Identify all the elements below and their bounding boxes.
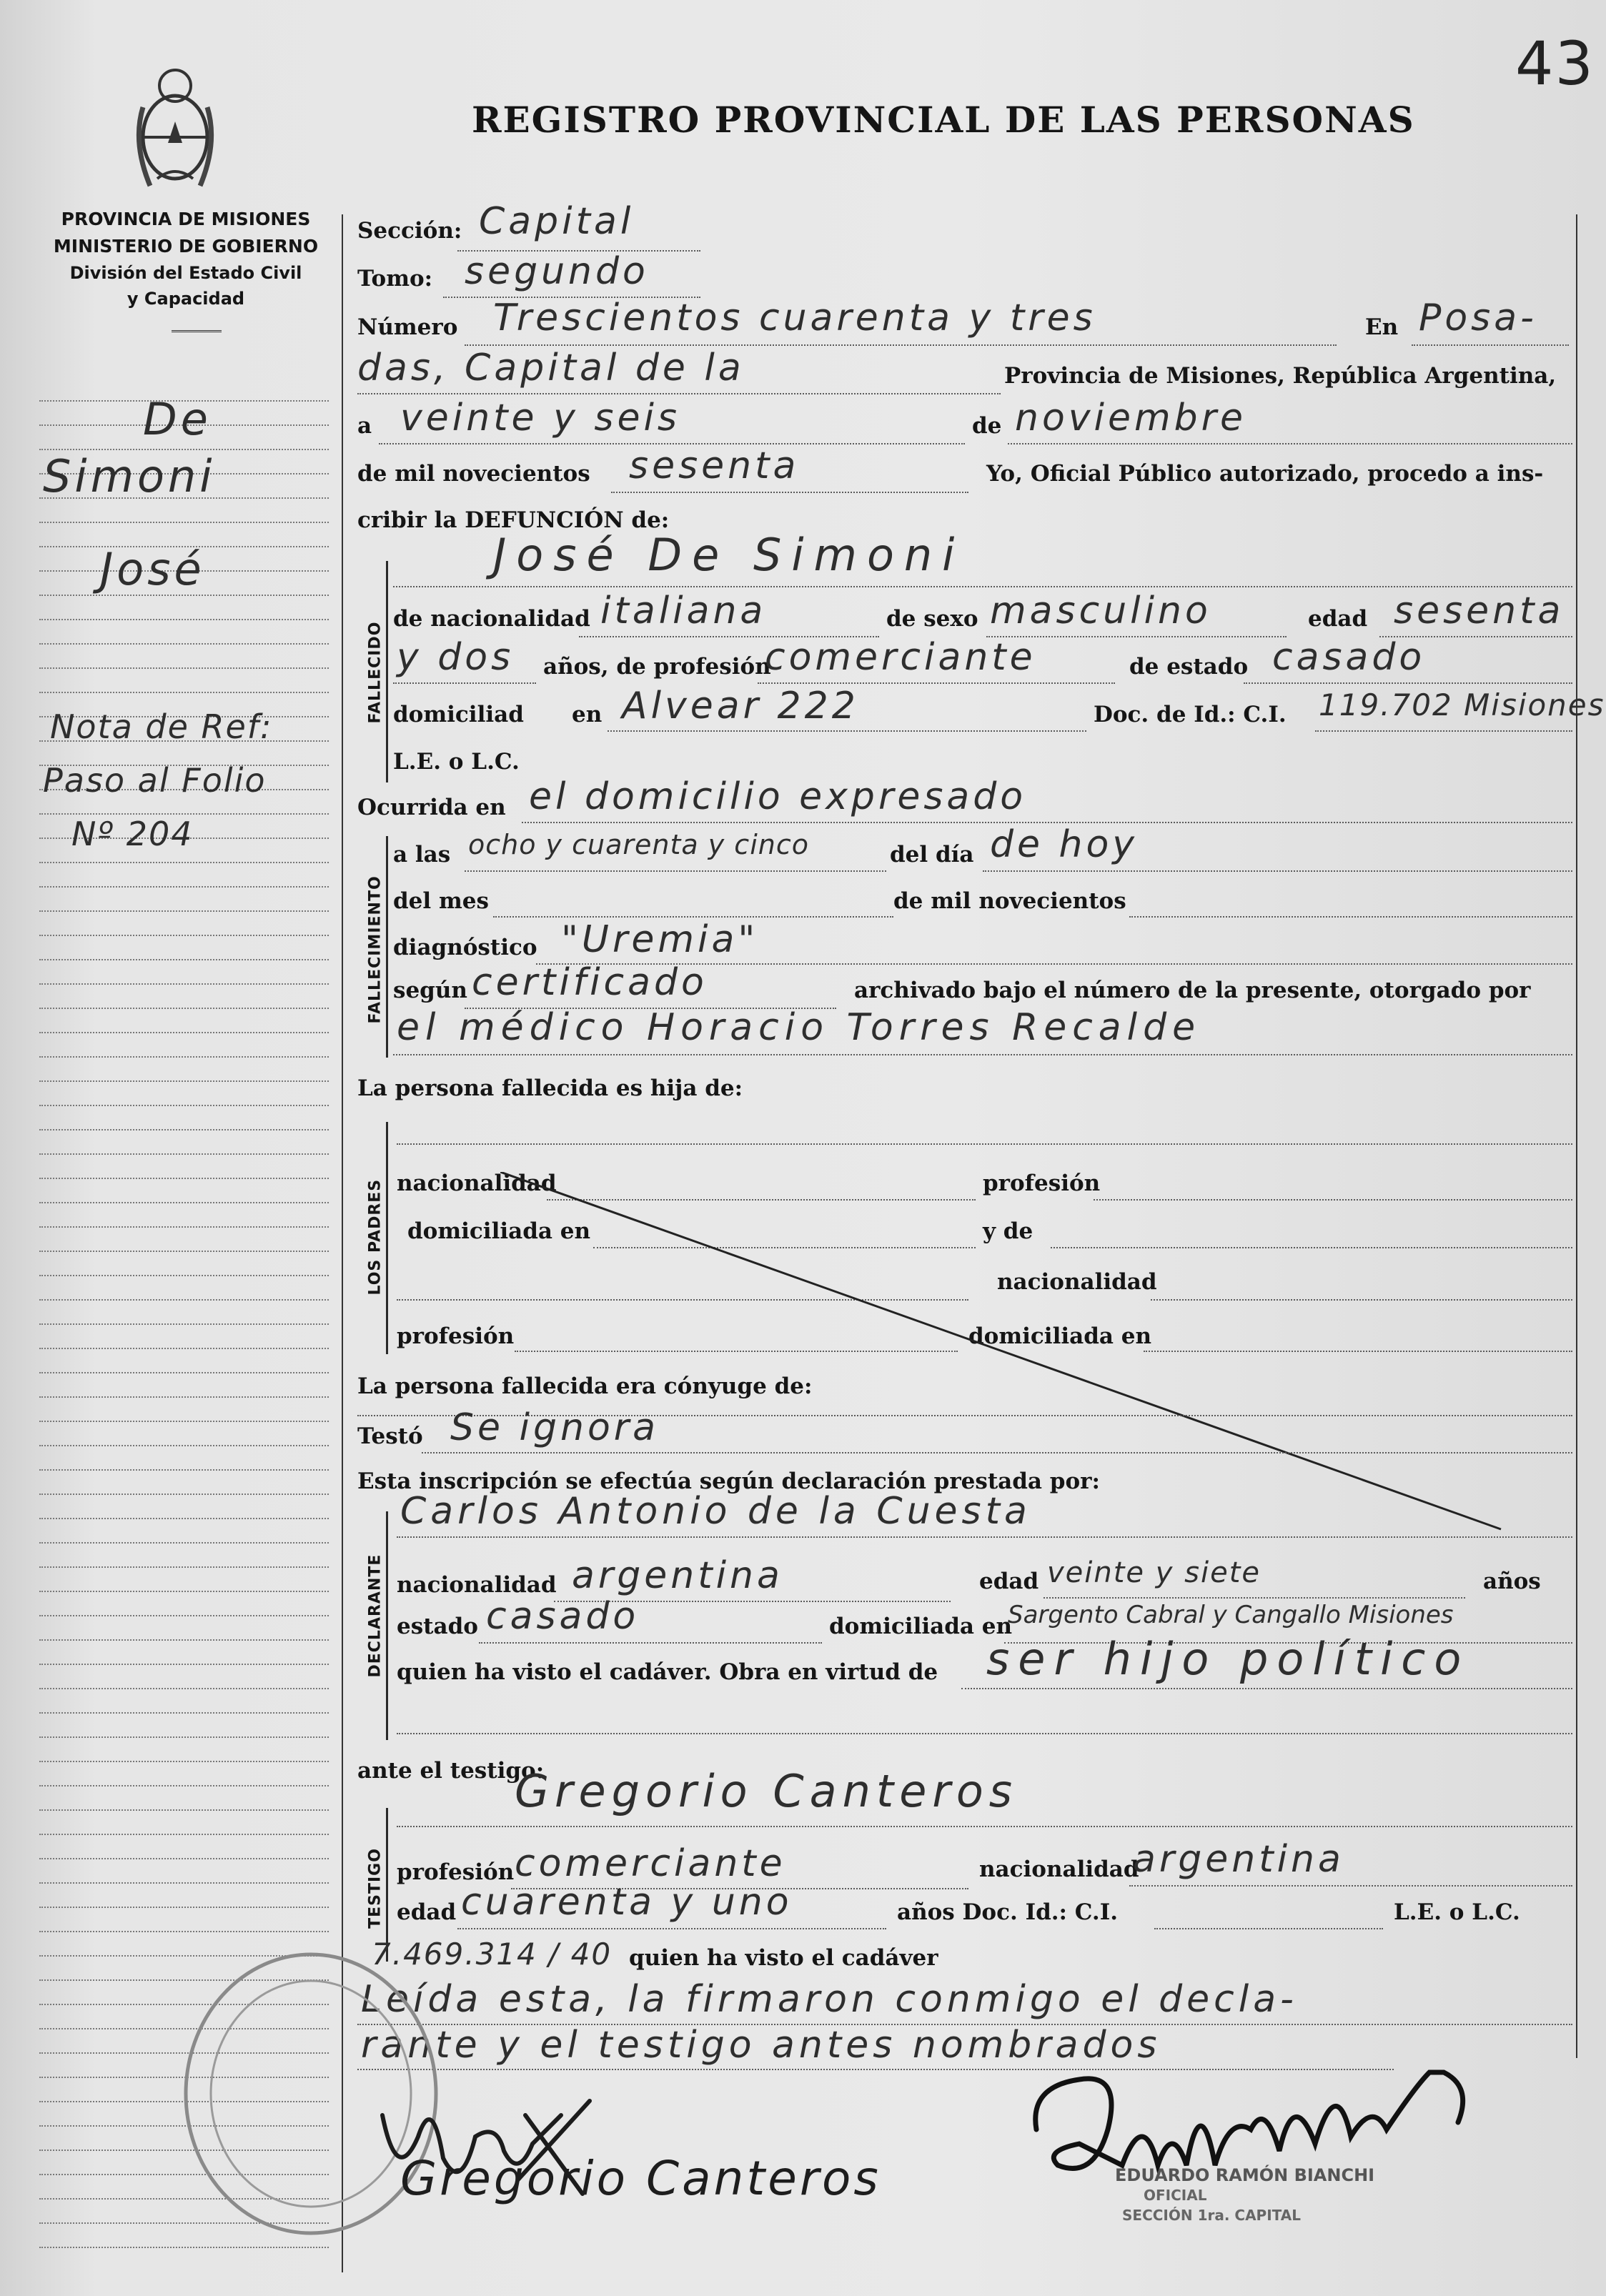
label-provincia: Provincia de Misiones, República Argentina, — [1004, 363, 1557, 389]
margin-ruled-line — [39, 2247, 329, 2248]
line-en — [1412, 344, 1569, 346]
line-anio-2 — [1129, 916, 1572, 918]
line-anio — [611, 492, 968, 493]
margin-ruled-line — [39, 1469, 329, 1471]
label-domiciliada-padre: domiciliada en — [407, 1218, 591, 1244]
label-ocurrida: Ocurrida en — [357, 795, 506, 820]
label-conyuge: La persona fallecida era cónyuge de: — [357, 1373, 813, 1399]
value-dia: veinte y seis — [400, 397, 681, 439]
margin-given-name: José — [100, 543, 205, 595]
margin-ruled-line — [39, 1809, 329, 1811]
label-edad-testigo: edad — [397, 1899, 457, 1925]
value-domicilio-declarante: Sargento Cabral y Cangallo Misiones — [1008, 1601, 1454, 1629]
label-numero: Número — [357, 314, 458, 340]
margin-ruled-line — [39, 1008, 329, 1009]
label-anos-doc: años Doc. Id.: C.I. — [897, 1899, 1118, 1925]
label-nacionalidad-fallecido: de nacionalidad — [393, 606, 590, 632]
official-stamp-section: SECCIÓN 1ra. CAPITAL — [1122, 2207, 1301, 2224]
line-mes — [1008, 443, 1572, 444]
label-declaracion: Esta inscripción se efectúa según declaración prestada por: — [357, 1468, 1100, 1494]
margin-ruled-line — [39, 1615, 329, 1616]
line-dia-hoy — [983, 870, 1572, 872]
value-doc-testigo: 7.469.314 / 40 — [372, 1937, 613, 1972]
margin-ruled-line — [39, 1129, 329, 1130]
margin-ruled-line — [39, 983, 329, 985]
value-estado: casado — [1272, 636, 1426, 679]
line-doc-testigo — [1154, 1928, 1383, 1929]
margin-ruled-line — [39, 1348, 329, 1349]
label-a: a — [357, 413, 372, 439]
label-profesion-testigo: profesión — [397, 1859, 515, 1885]
margin-ruled-line — [39, 1931, 329, 1932]
margin-ruled-line — [39, 1275, 329, 1276]
value-nacionalidad-testigo: argentina — [1133, 1838, 1344, 1881]
value-cierre-2: rante y el testigo antes nombrados — [361, 2024, 1161, 2067]
section-fallecimiento: FALLECIMIENTO — [366, 875, 385, 1024]
margin-ruled-line — [39, 1858, 329, 1859]
label-anos-declarante: años — [1483, 1569, 1541, 1594]
value-nacionalidad-fallecido: italiana — [600, 590, 767, 632]
value-anio: sesenta — [629, 444, 800, 487]
line-nombre — [393, 586, 1572, 587]
line-hora — [465, 870, 886, 872]
value-diagnostico: "Uremia" — [561, 918, 759, 961]
label-estado: de estado — [1129, 654, 1249, 680]
section-declarante: DECLARANTE — [366, 1554, 385, 1678]
margin-ruled-line — [39, 1785, 329, 1786]
label-segun: según — [393, 978, 467, 1003]
value-domicilio: Alvear 222 — [622, 685, 859, 727]
line-numero — [465, 344, 1337, 346]
value-estado-declarante: casado — [486, 1595, 640, 1638]
line-domicilio — [608, 730, 1086, 732]
line-edad2 — [393, 682, 536, 684]
label-domiciliada-madre: domiciliada en — [968, 1323, 1152, 1349]
margin-ruled-line — [39, 1688, 329, 1689]
value-sexo: masculino — [990, 590, 1211, 632]
label-a-las: a las — [393, 842, 451, 868]
value-edad2: y dos — [397, 636, 515, 679]
margin-ruled-line — [39, 1032, 329, 1033]
margin-ruled-line — [39, 1421, 329, 1422]
value-medico: el médico Horacio Torres Recalde — [397, 1006, 1201, 1049]
margin-ruled-line — [39, 1834, 329, 1835]
value-nombre: José De Simoni — [493, 529, 965, 581]
margin-ruled-line — [39, 1566, 329, 1568]
label-hija-de: La persona fallecida es hija de: — [357, 1075, 743, 1101]
label-quien-cadaver: quien ha visto el cadáver. Obra en virtud de — [397, 1659, 938, 1685]
value-nacionalidad-declarante: argentina — [572, 1554, 783, 1597]
value-edad-testigo: cuarenta y uno — [461, 1881, 793, 1924]
margin-ruled-line — [39, 1105, 329, 1106]
label-doc-id: Doc. de Id.: C.I. — [1094, 702, 1287, 727]
margin-ruled-line — [39, 1591, 329, 1592]
label-domiciliada-declarante: domiciliada en — [829, 1614, 1013, 1639]
label-archivado: archivado bajo el número de la presente, otorgado por — [854, 978, 1531, 1003]
fallecimiento-bar — [386, 836, 388, 1058]
margin-note-ref: Nota de Ref: — [50, 707, 273, 746]
margin-ruled-line — [39, 1736, 329, 1738]
org-line-1: PROVINCIA DE MISIONES — [61, 209, 311, 229]
line-testo — [422, 1452, 1572, 1453]
line-edad-testigo — [457, 1928, 886, 1929]
line-estado — [1244, 682, 1572, 684]
line-declarante-extra — [397, 1733, 1572, 1734]
line-medico — [393, 1054, 1572, 1055]
label-del-mes: del mes — [393, 888, 489, 914]
margin-ruled-line — [39, 1226, 329, 1228]
value-hora: ocho y cuarenta y cinco — [468, 829, 809, 860]
value-mes: noviembre — [1015, 397, 1247, 439]
margin-ruled-line — [39, 1712, 329, 1714]
line-estado-declarante — [479, 1642, 822, 1644]
margin-ruled-line — [39, 619, 329, 620]
label-inscribir: cribir la DEFUNCIÓN de: — [357, 507, 670, 533]
margin-ruled-line — [39, 522, 329, 523]
label-nacionalidad-testigo: nacionalidad — [979, 1857, 1139, 1882]
value-obra: ser hijo político — [986, 1633, 1470, 1685]
value-lugar: das, Capital de la — [357, 347, 745, 389]
margin-ruled-line — [39, 1396, 329, 1398]
line-padre-nombre — [397, 1143, 1572, 1145]
value-tomo: segundo — [465, 250, 649, 293]
label-yo-oficial: Yo, Oficial Público autorizado, procedo a ins- — [986, 461, 1544, 487]
line-obra — [961, 1688, 1572, 1689]
label-y-de: y de — [983, 1218, 1034, 1244]
value-declarante: Carlos Antonio de la Cuesta — [400, 1490, 1031, 1533]
value-dia-hoy: de hoy — [990, 823, 1139, 866]
margin-ruled-line — [39, 692, 329, 693]
label-le-lc-testigo: L.E. o L.C. — [1394, 1899, 1520, 1925]
value-en-lugar: Posa- — [1419, 297, 1537, 339]
label-estado-declarante: estado — [397, 1614, 478, 1639]
margin-ruled-line — [39, 1761, 329, 1762]
margin-ruled-line — [39, 1639, 329, 1641]
label-tomo: Tomo: — [357, 266, 433, 292]
label-de-mil-2: de mil novecientos — [893, 888, 1126, 914]
org-line-2: MINISTERIO DE GOBIERNO — [53, 236, 319, 257]
value-profesion-testigo: comerciante — [515, 1842, 786, 1885]
org-divider — [172, 330, 222, 332]
declarante-bar — [386, 1511, 388, 1740]
margin-ruled-line — [39, 935, 329, 936]
official-stamp-role: OFICIAL — [1144, 2187, 1207, 2204]
label-testo: Testó — [357, 1423, 423, 1449]
label-nacionalidad-madre: nacionalidad — [997, 1269, 1157, 1295]
margin-ruled-line — [39, 643, 329, 645]
label-domiciliad: domiciliad — [393, 702, 524, 727]
org-line-4: y Capacidad — [127, 289, 245, 309]
margin-ruled-line — [39, 1494, 329, 1495]
label-sexo: de sexo — [886, 606, 978, 632]
margin-ruled-line — [39, 1907, 329, 1908]
margin-surname-2: Simoni — [43, 450, 216, 502]
margin-ruled-line — [39, 1056, 329, 1058]
line-del-mes — [493, 916, 893, 918]
label-en: En — [1365, 314, 1399, 340]
label-nacionalidad-declarante: nacionalidad — [397, 1572, 557, 1598]
margin-ruled-line — [39, 959, 329, 960]
label-anos-profesion: años, de profesión — [543, 654, 771, 680]
margin-ruled-line — [39, 1251, 329, 1252]
margin-ruled-line — [39, 1153, 329, 1155]
value-profesion-fallecido: comerciante — [765, 636, 1036, 679]
value-testo: Se ignora — [450, 1406, 659, 1449]
margin-ruled-line — [39, 667, 329, 669]
label-edad-declarante: edad — [979, 1569, 1039, 1594]
value-testigo: Gregorio Canteros — [515, 1765, 1018, 1817]
line-profesion-fallecido — [758, 682, 1115, 684]
margin-ruled-line — [39, 862, 329, 863]
line-lugar — [357, 393, 1001, 394]
label-ante-testigo: ante el testigo: — [357, 1758, 545, 1784]
value-edad-declarante: veinte y siete — [1047, 1556, 1261, 1589]
fallecido-bar — [386, 561, 388, 782]
label-edad: edad — [1308, 606, 1368, 632]
label-nacionalidad-padre: nacionalidad — [397, 1171, 557, 1196]
margin-ruled-line — [39, 1323, 329, 1325]
margin-ruled-line — [39, 1178, 329, 1179]
margin-ruled-line — [39, 1664, 329, 1665]
margin-note-number: Nº 204 — [71, 815, 194, 853]
label-de-mes: de — [972, 413, 1002, 439]
right-border — [1576, 214, 1577, 2058]
margin-ruled-line — [39, 1882, 329, 1884]
label-de-mil: de mil novecientos — [357, 461, 590, 487]
line-nacionalidad-testigo — [1129, 1885, 1572, 1887]
value-seccion: Capital — [479, 200, 635, 243]
margin-ruled-line — [39, 1445, 329, 1446]
value-doc-id: 119.702 Misiones — [1319, 687, 1605, 722]
page-number: 43 — [1515, 29, 1595, 99]
margin-ruled-line — [39, 1372, 329, 1373]
label-le-lc: L.E. o L.C. — [393, 749, 520, 775]
section-testigo: TESTIGO — [366, 1848, 385, 1929]
value-edad: sesenta — [1394, 590, 1565, 632]
margin-ruled-line — [39, 1299, 329, 1301]
line-edad-declarante — [1044, 1597, 1465, 1599]
official-signature — [1015, 2044, 1530, 2222]
section-padres: LOS PADRES — [366, 1178, 385, 1296]
coat-of-arms-icon — [129, 57, 222, 200]
line-testigo-nombre — [397, 1826, 1572, 1827]
document-title: REGISTRO PROVINCIAL DE LAS PERSONAS — [472, 99, 1415, 141]
label-seccion: Sección: — [357, 218, 462, 244]
padres-bar — [386, 1122, 388, 1354]
margin-ruled-line — [39, 1080, 329, 1082]
label-en-domicilio: en — [572, 702, 603, 727]
margin-ruled-line — [39, 1202, 329, 1203]
witness-signature: Gregorio Canteros — [400, 2151, 881, 2206]
label-quien-cadaver-2: quien ha visto el cadáver — [629, 1945, 938, 1971]
margin-ruled-line — [39, 1542, 329, 1544]
value-cierre-1: Leída esta, la firmaron conmigo el decla- — [361, 1978, 1298, 2021]
section-fallecido: FALLECIDO — [366, 621, 385, 724]
label-del-dia: del día — [890, 842, 974, 868]
label-profesion-madre: profesión — [397, 1323, 515, 1349]
org-line-3: División del Estado Civil — [69, 263, 302, 283]
line-declarante-nombre — [397, 1536, 1572, 1538]
value-numero: Trescientos cuarenta y tres — [493, 297, 1096, 339]
margin-surname-1: De — [143, 393, 212, 445]
margin-ruled-line — [39, 1518, 329, 1519]
margin-note-folio: Paso al Folio — [43, 761, 267, 800]
official-stamp-name: EDUARDO RAMÓN BIANCHI — [1115, 2165, 1375, 2185]
label-diagnostico: diagnóstico — [393, 935, 537, 960]
margin-ruled-line — [39, 910, 329, 912]
margin-ruled-line — [39, 886, 329, 888]
label-profesion-padre: profesión — [983, 1171, 1101, 1196]
line-doc-id — [1315, 730, 1572, 732]
value-ocurrida: el domicilio expresado — [529, 775, 1027, 818]
value-segun: certificado — [472, 961, 708, 1004]
